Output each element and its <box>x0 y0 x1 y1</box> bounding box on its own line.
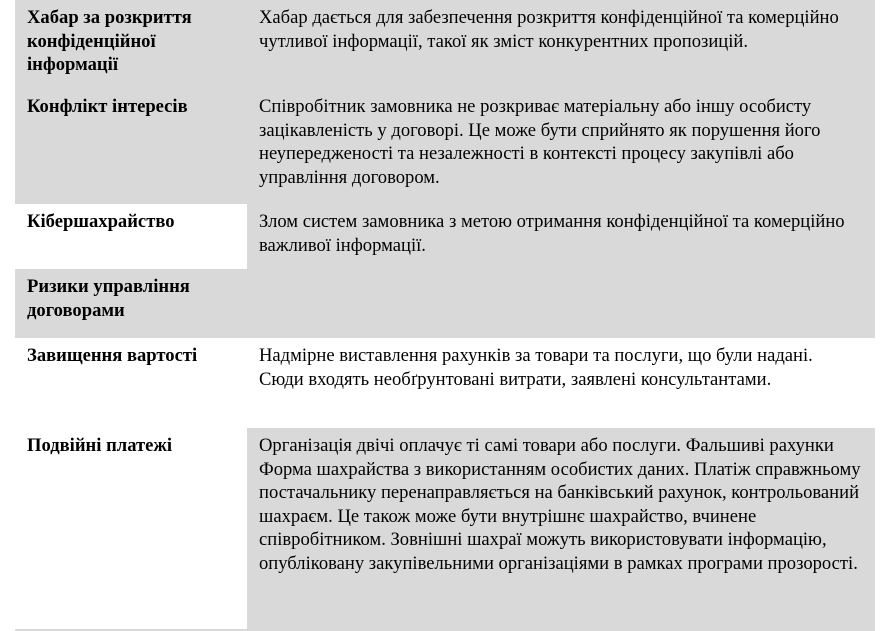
section-heading-description <box>247 269 875 338</box>
table-row <box>15 89 875 204</box>
risk-description: Організація двічі оплачує ті самі товари або послуги. Фальшиві рахунки Форма шахрайства з використанням особистих даних. Платіж справжньому постачальнику перенаправляється на банківський рахунок, контрольований шахраєм. Це також може бути внутрішнє шахрайство, вчинене співробітником. Зовнішні шахраї можуть використовувати інформацію, опубліковану закупівельними організаціями в рамках програми прозорості. <box>247 428 875 630</box>
fraud-risks-table <box>15 0 875 631</box>
risk-description: Співробітник замовника не розкриває матеріальну або іншу особисту зацікавленість у договорі. Це може бути сприйнято як порушення його неупередженості та незалежності в контексті процесу закупівлі або управління договором. <box>247 89 875 204</box>
risk-description: Надмірне виставлення рахунків за товари та послуги, що були надані. Сюди входять необґрунтовані витрати, заявлені консультантами. <box>247 338 875 428</box>
risk-description: Хабар дається для забезпечення розкриття конфіденційної та комерційно чутливої інформації, такої як зміст конкурентних пропозицій. <box>247 0 875 89</box>
table-row <box>15 428 875 630</box>
risk-term: Конфлікт інтересів <box>15 89 247 204</box>
risk-description: Злом систем замовника з метою отримання конфіденційної та комерційно важливої інформації. <box>247 204 875 269</box>
section-heading: Ризики управління договорами <box>15 269 247 338</box>
section-header-row <box>15 269 875 338</box>
table-row <box>15 338 875 428</box>
risk-term: Хабар за розкриття конфіденційної інформації <box>15 0 247 89</box>
risk-term: Подвійні платежі <box>15 428 247 630</box>
table-row <box>15 0 875 89</box>
risk-term: Кібершахрайство <box>15 204 247 269</box>
risk-term: Завищення вартості <box>15 338 247 428</box>
table-row <box>15 204 875 269</box>
